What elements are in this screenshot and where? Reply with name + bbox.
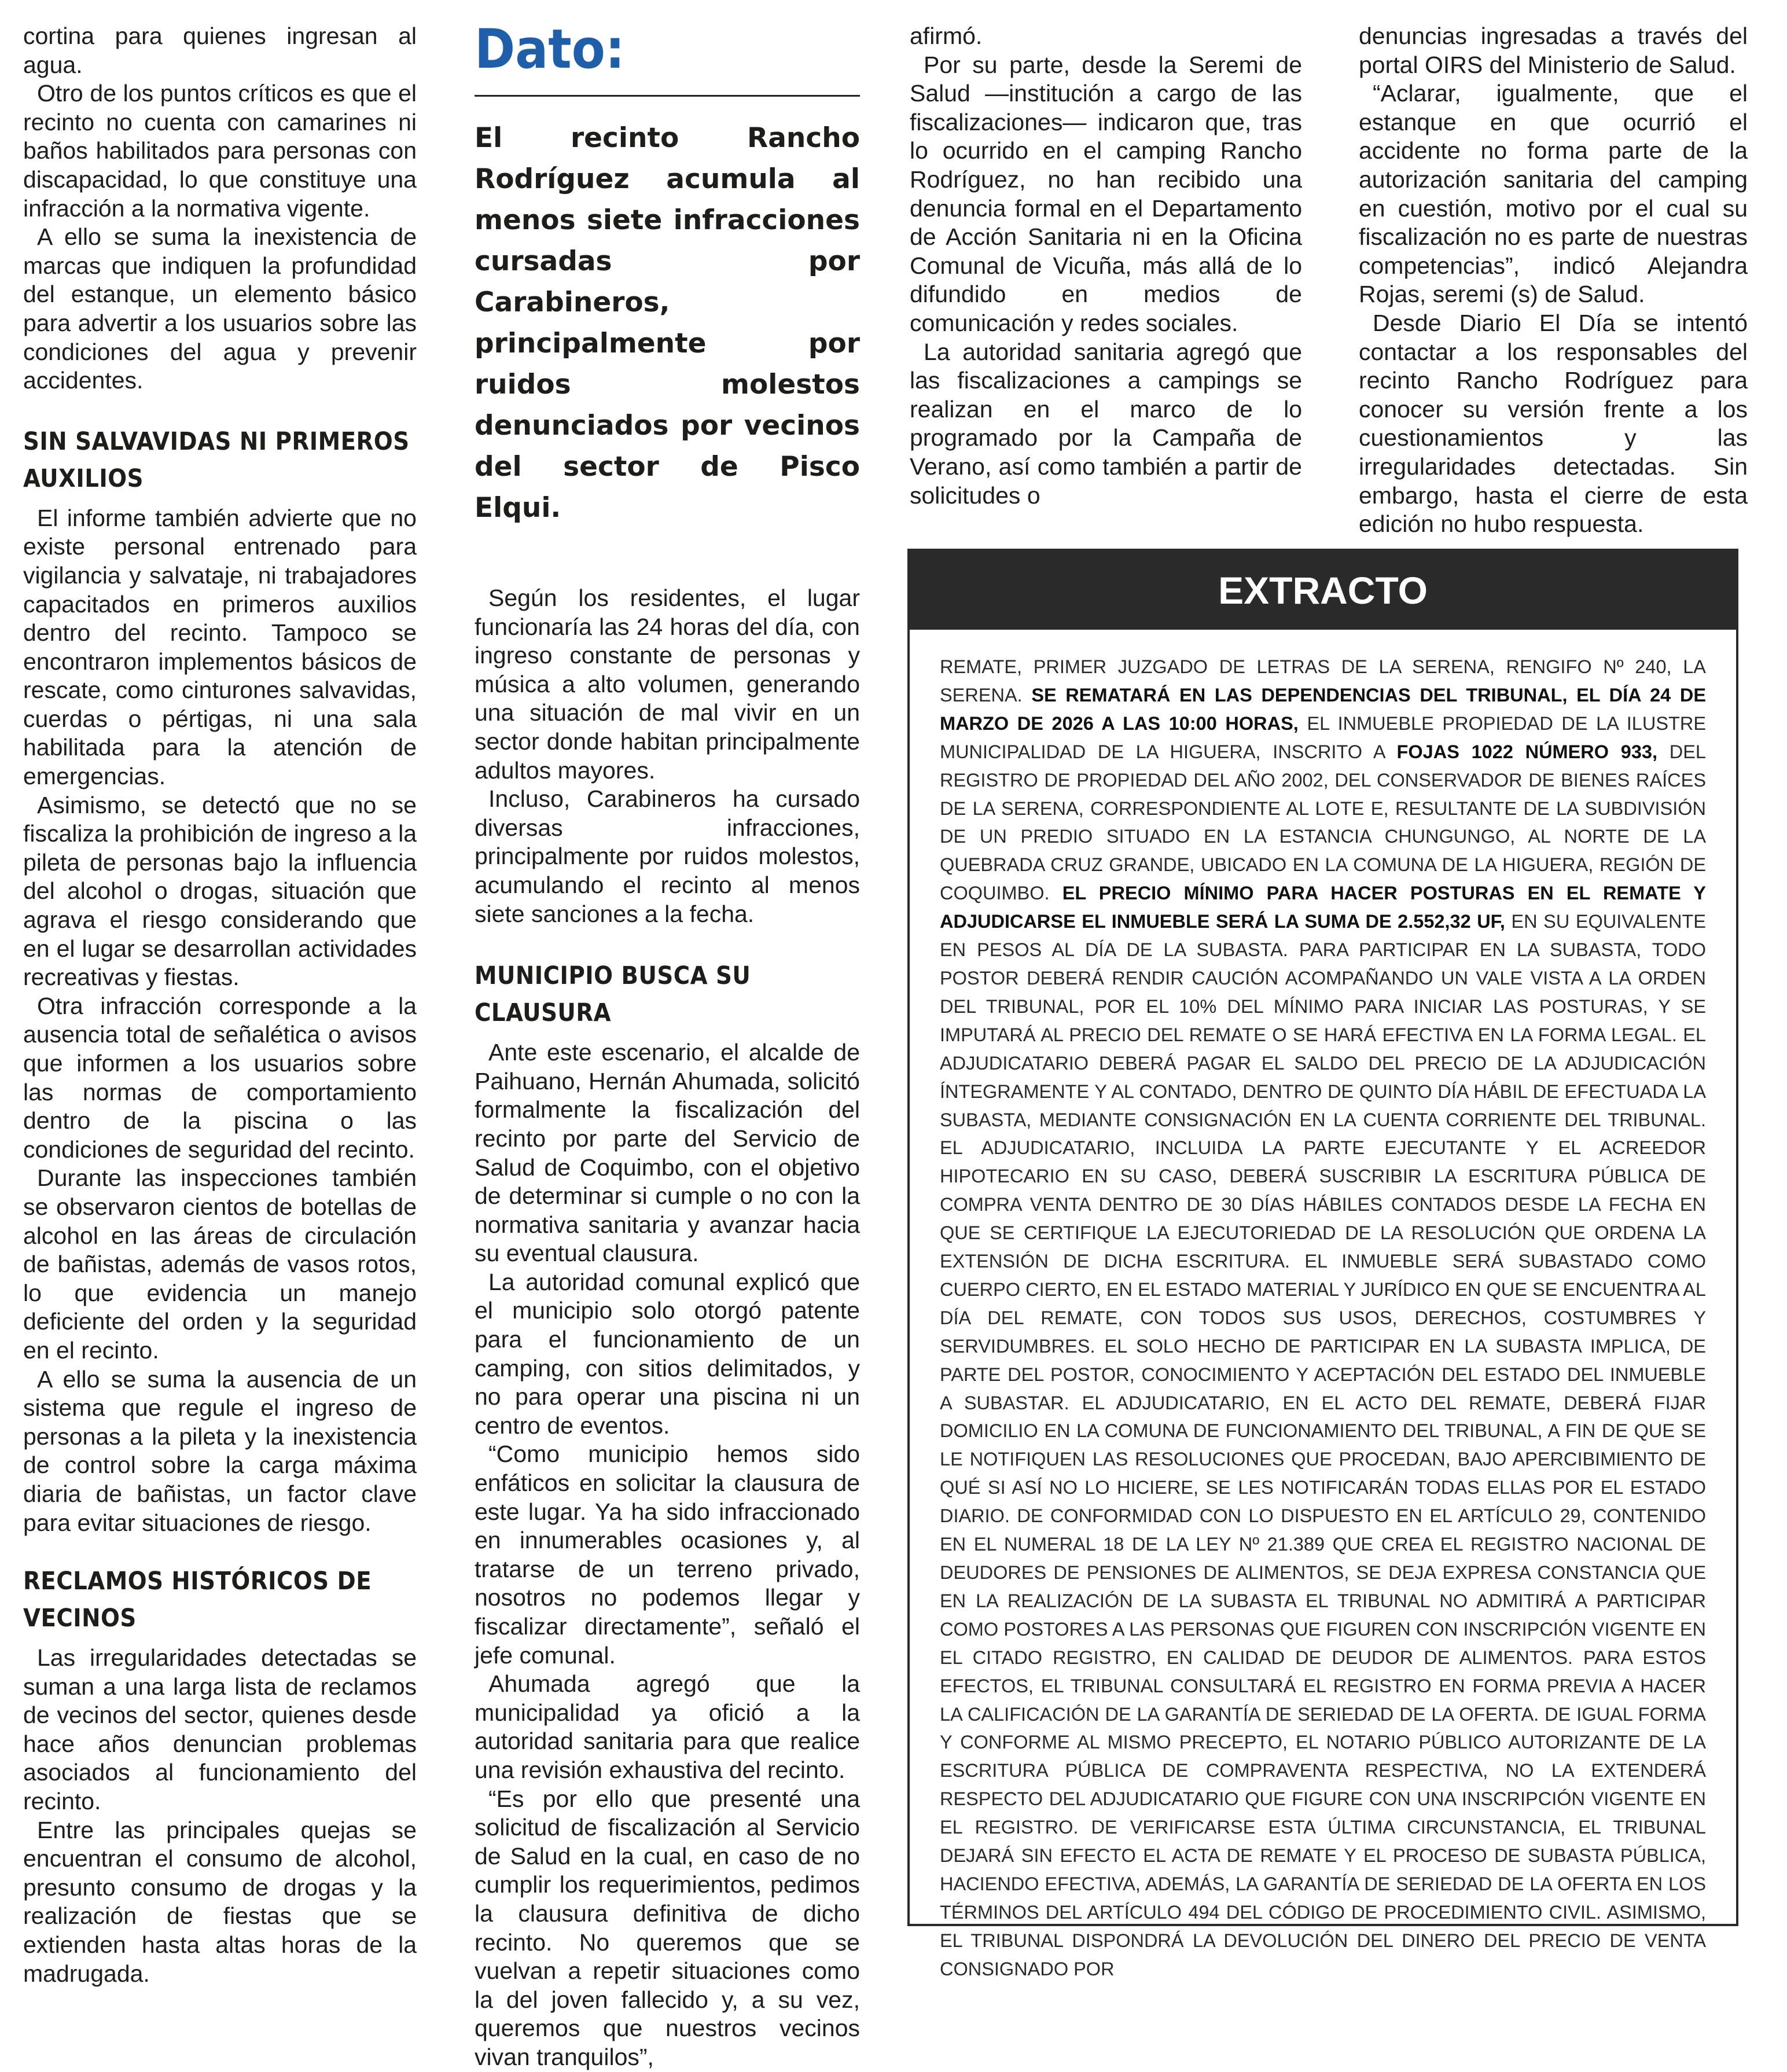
extracto-body — [910, 630, 1736, 1983]
article-paragraph: La autoridad comunal explicó que el municipio solo otorgó patente para el funcionamiento de un camping, con sitios delimitados, y no para operar una piscina ni un centro de eventos. — [475, 1268, 860, 1439]
article-paragraph: Desde Diario El Día se intentó contactar a los responsables del recinto Rancho Rodríguez para conocer su versión frente a los cuestionamientos y las irregularidades detectadas. Sin embargo, hasta el cierre de esta edición no hubo respuesta. — [1359, 309, 1748, 538]
article-paragraph: Según los residentes, el lugar funcionaría las 24 horas del día, con ingreso constante de personas y música a alto volumen, generando una situación de mal vivir en un sector donde habitan principalmente adultos mayores. — [475, 585, 860, 784]
article-paragraph: A ello se suma la ausencia de un sistema que regule el ingreso de personas a la pileta y la inexistencia de control sobre la carga máxima diaria de bañistas, un factor clave para evitar situaciones de riesgo. — [23, 1365, 417, 1536]
extracto-bold-text: SE REMATARÁ EN LAS DEPENDENCIAS DEL TRIBUNAL, EL DÍA 24 DE MARZO DE 2026 A LAS 10:00 HORAS, — [940, 684, 1706, 734]
article-column-3 — [910, 22, 1302, 510]
col2-section-a — [475, 584, 860, 928]
article-column-1 — [23, 22, 417, 1988]
extracto-bold-text: FOJAS 1022 NÚMERO 933, — [1396, 741, 1658, 762]
article-paragraph: La autoridad sanitaria agregó que las fiscalizaciones a campings se realizan en el marco de lo programado por la Campaña de Verano, así como también a partir de solicitudes o — [910, 338, 1302, 509]
article-paragraph: afirmó. — [910, 23, 983, 49]
article-paragraph: “Es por ello que presenté una solicitud de fiscalización al Servicio de Salud en la cual, en caso de no cumplir los requerimientos, pedimos la clausura definitiva de dicho recinto. No queremos que se vuelvan a repetir situaciones como la del joven fallecido y, a su vez, queremos que nuestros vecinos vivan tranquilos”, — [475, 1785, 860, 2070]
article-paragraph: cortina para quienes ingresan al agua. — [23, 23, 417, 78]
article-paragraph: Ante este escenario, el alcalde de Paihuano, Hernán Ahumada, solicitó formalmente la fiscalización del recinto por parte del Servicio de Salud de Coquimbo, con el objetivo de determinar si cumple o no con la normativa sanitaria y avanzar hacia su eventual clausura. — [475, 1039, 860, 1267]
col1-intro-paragraphs — [23, 22, 417, 395]
extracto-text: EN SU EQUIVALENTE EN PESOS AL DÍA DE LA SUBASTA. PARA PARTICIPAR EN LA SUBASTA, TODO POSTOR DEBERÁ RENDIR CAUCIÓN ACOMPAÑANDO UN VALE VISTA A LA ORDEN DEL TRIBUNAL, POR EL 10% DEL MÍNIMO PARA INICIAR LAS POSTURAS, Y SE IMPUTARÁ AL PRECIO DEL REMATE O SE HARÁ EFECTIVA EN LA FORMA LEGAL. EL ADJUDICATARIO DEBERÁ PAGAR EL SALDO DEL PRECIO DE LA ADJUDICACIÓN ÍNTEGRAMENTE Y AL CONTADO, DENTRO DE QUINTO DÍA HÁBIL DE EFECTUADA LA SUBASTA, MEDIANTE CONSIGNACIÓN EN LA CUENTA CORRIENTE DEL TRIBUNAL. EL ADJUDICATARIO, INCLUIDA LA PARTE EJECUTANTE Y EL ACREEDOR HIPOTECARIO EN SU CASO, DEBERÁ SUSCRIBIR LA ESCRITURA PÚBLICA DE COMPRA VENTA DENTRO DE 30 DÍAS HÁBILES CONTADOS DESDE LA FECHA EN QUE SE CERTIFIQUE LA EJECUTORIEDAD DE LA RESOLUCIÓN QUE ORDENA LA EXTENSIÓN DE DICHA ESCRITURA. EL INMUEBLE SERÁ SUBASTADO COMO CUERPO CIERTO, EN EL ESTADO MATERIAL Y JURÍDICO EN QUE SE ENCUENTRA AL DÍA DEL REMATE, CON TODOS SUS USOS, DERECHOS, COSTUMBRES Y SERVIDUMBRES. EL SOLO HECHO DE PARTICIPAR EN LA SUBASTA IMPLICA, DE PARTE DEL POSTOR, CONOCIMIENTO Y ACEPTACIÓN DEL ESTADO DEL INMUEBLE A SUBASTAR. EL ADJUDICATARIO, EN EL ACTO DEL REMATE, DEBERÁ FIJAR DOMICILIO EN LA COMUNA DE FUNCIONAMIENTO DEL TRIBUNAL, A FIN DE QUE SE LE NOTIFIQUEN LAS RESOLUCIONES QUE PROCEDAN, BAJO APERCIBIMIENTO DE QUÉ SI ASÍ NO LO HICIERE, SE LES NOTIFICARÁN TODAS ELLAS POR EL ESTADO DIARIO. DE CONFORMIDAD CON LO DISPUESTO EN EL ARTÍCULO 29, CONTENIDO EN EL NUMERAL 18 DE LA LEY Nº 21.389 QUE CREA EL REGISTRO NACIONAL DE DEUDORES DE PENSIONES DE ALIMENTOS, SE DEJA EXPRESA CONSTANCIA QUE EN LA REALIZACIÓN DE LA SUBASTA EL TRIBUNAL NO ADMITIRÁ A PARTICIPAR COMO POSTORES A LAS PERSONAS QUE FIGUREN CON INSCRIPCIÓN VIGENTE EN EL CITADO REGISTRO, EN CALIDAD DE DEUDOR DE ALIMENTOS. PARA ESTOS EFECTOS, EL TRIBUNAL CONSULTARÁ EL REGISTRO EN FORMA PREVIA A HACER LA CALIFICACIÓN DE LA GARANTÍA DE SERIEDAD DE LA OFERTA. DE IGUAL FORMA Y CONFORME AL MISMO PRECEPTO, EL NOTARIO PÚBLICO AUTORIZANTE DE LA ESCRITURA PÚBLICA DE COMPRAVENTA RESPECTIVA, NO LA EXTENDERÁ RESPECTO DEL ADJUDICATARIO QUE FIGURE CON UNA INSCRIPCIÓN VIGENTE EN EL REGISTRO. DE VERIFICARSE ESTA ÚLTIMA CIRCUNSTANCIA, EL TRIBUNAL DEJARÁ SIN EFECTO EL ACTA DE REMATE Y EL PROCESO DE SUBASTA PÚBLICA, HACIENDO EFECTIVA, ADEMÁS, LA GARANTÍA DE SERIEDAD DE LA OFERTA EN LOS TÉRMINOS DEL ARTÍCULO 494 DEL CÓDIGO DE PROCEDIMIENTO CIVIL. ASIMISMO, EL TRIBUNAL DISPONDRÁ LA DEVOLUCIÓN DEL DINERO DEL PRECIO DE VENTA CONSIGNADO POR — [940, 911, 1706, 1979]
article-paragraph: Incluso, Carabineros ha cursado diversas infracciones, principalmente por ruidos molestos, acumulando el recinto al menos siete sanciones a la fecha. — [475, 785, 860, 927]
col2-section-b — [475, 1038, 860, 2071]
dato-title: Dato: — [475, 18, 625, 81]
article-paragraph: Asimismo, se detectó que no se fiscaliza la prohibición de ingreso a la pileta de personas bajo la influencia del alcohol o drogas, situación que agrava el riesgo considerando que en el lugar se desarrollan actividades recreativas y fiestas. — [23, 791, 417, 991]
article-paragraph: Ahumada agregó que la municipalidad ya ofició a la autoridad sanitaria para que realice una revisión exhaustiva del recinto. — [475, 1670, 860, 1783]
article-paragraph: Las irregularidades detectadas se suman a una larga lista de reclamos de vecinos del sector, quienes desde hace años denuncian problemas asociados al funcionamiento del recinto. — [23, 1644, 417, 1815]
article-paragraph: Otra infracción corresponde a la ausencia total de señalética o avisos que informen a los usuarios sobre las normas de comportamiento dentro de la piscina o las condiciones de seguridad del recinto. — [23, 992, 417, 1163]
article-paragraph: Entre las principales quejas se encuentran el consumo de alcohol, presunto consumo de drogas y la realización de fiestas que se extienden hasta altas horas de la madrugada. — [23, 1816, 417, 1987]
article-column-2 — [475, 18, 860, 2072]
col1-section-c — [23, 1644, 417, 1988]
article-paragraph: El informe también advierte que no existe personal entrenado para vigilancia y salvataje, ni trabajadores capacitados en primeros auxilios dentro del recinto. Tampoco se encontraron implementos básicos de rescate, como cinturones salvavidas, cuerdas o pértigas, ni una sala habilitada para la atención de emergencias. — [23, 504, 417, 790]
extracto-text: DEL REGISTRO DE PROPIEDAD DEL AÑO 2002, DEL CONSERVADOR DE BIENES RAÍCES DE LA SERENA, CORRESPONDIENTE AL LOTE E, RESULTANTE DE LA SUBDIVISIÓN DE UN PREDIO SITUADO EN LA ESTANCIA CHUNGUNGO, AL NORTE DE LA QUEBRADA CRUZ GRANDE, UBICADO EN LA COMUNA DE LA HIGUERA, REGIÓN DE COQUIMBO. — [940, 741, 1706, 904]
article-paragraph: “Aclarar, igualmente, que el estanque en que ocurrió el accidente no forma parte de la autorización sanitaria del camping en cuestión, motivo por el cual su fiscalización no es parte de nuestras competencias”, indicó Alejandra Rojas, seremi (s) de Salud. — [1359, 80, 1748, 308]
dato-divider — [475, 95, 860, 97]
subheading-reclamos-historicos: RECLAMOS HISTÓRICOS DE VECINOS — [23, 1567, 372, 1633]
subheading-sin-salvavidas: SIN SALVAVIDAS NI PRIMEROS AUXILIOS — [23, 427, 410, 493]
article-paragraph: Durante las inspecciones también se observaron cientos de botellas de alcohol en las áreas de circulación de bañistas, además de vasos rotos, lo que evidencia un manejo deficiente del orden y la seguridad en el recinto. — [23, 1164, 417, 1364]
extracto-title: EXTRACTO — [910, 551, 1736, 630]
extracto-text: EL INMUEBLE PROPIEDAD DE LA ILUSTRE MUNICIPALIDAD DE LA HIGUERA, INSCRITO A — [940, 712, 1706, 762]
article-column-4 — [1359, 22, 1748, 539]
article-paragraph: denuncias ingresadas a través del portal OIRS del Ministerio de Salud. — [1359, 23, 1748, 78]
article-paragraph: “Como municipio hemos sido enfáticos en solicitar la clausura de este lugar. Ya ha sido infraccionado en innumerables ocasiones y, al tratarse de un terreno privado, nosotros no podemos llegar y fiscalizar directamente”, señaló el jefe comunal. — [475, 1441, 860, 1669]
extracto-bold-text: EL PRECIO MÍNIMO PARA HACER POSTURAS EN EL REMATE Y ADJUDICARSE EL INMUEBLE SERÁ LA SUMA DE 2.552,32 UF, — [940, 883, 1706, 932]
extracto-text: REMATE, PRIMER JUZGADO DE LETRAS DE LA SERENA, RENGIFO Nº 240, LA SERENA. — [940, 656, 1706, 706]
article-paragraph: Otro de los puntos críticos es que el recinto no cuenta con camarines ni baños habilitados para personas con discapacidad, lo que constituye una infracción a la normativa vigente. — [23, 80, 417, 222]
col1-section-b — [23, 504, 417, 1537]
article-paragraph: A ello se suma la inexistencia de marcas que indiquen la profundidad del estanque, un elemento básico para advertir a los usuarios sobre las condiciones del agua y prevenir accidentes. — [23, 223, 417, 394]
dato-callout-text: El recinto Rancho Rodríguez acumula al menos siete infracciones cursadas por Carabineros, principalmente por ruidos molestos denunciados por vecinos del sector de Pisco Elqui. — [475, 122, 860, 524]
subheading-municipio-clausura: MUNICIPIO BUSCA SU CLAUSURA — [475, 961, 751, 1028]
extracto-notice-box — [907, 549, 1738, 1979]
article-paragraph: Por su parte, desde la Seremi de Salud —institución a cargo de las fiscalizaciones— indicaron que, tras lo ocurrido en el camping Rancho Rodríguez, no han recibido una denuncia formal en el Departamento de Acción Sanitaria ni en la Oficina Comunal de Vicuña, más allá de lo difundido en medios de comunicación y redes sociales. — [910, 51, 1302, 336]
